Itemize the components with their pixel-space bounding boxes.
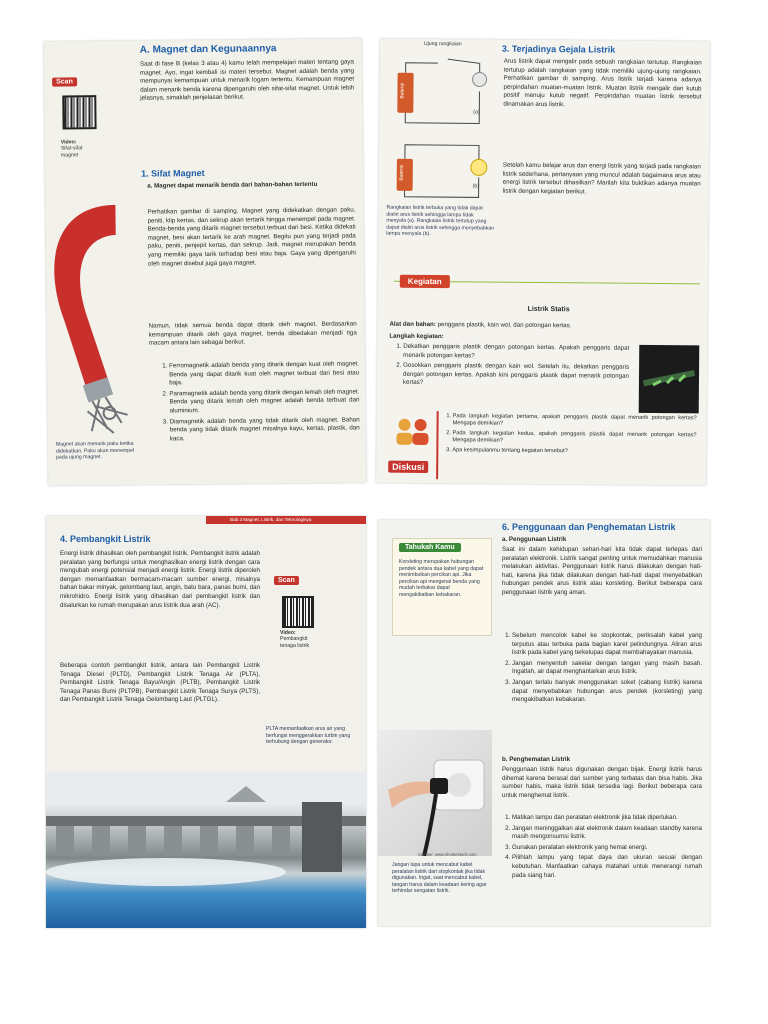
battery-label-a: Baterai xyxy=(399,82,406,99)
magnet-illustration xyxy=(45,201,144,442)
list-item: 1. Dekatkan penggaris plastik dengan potongan kertas. Apakah penggaris dapat menarik potongan kertas? xyxy=(403,343,629,362)
magnet-type-list xyxy=(159,360,360,445)
paragraph-2: Setelah kamu belajar arus dan energi listrik yang terjadi pada rangkaian listrik sederhana, pertanyaan yang muncul adalah bagaimana arus atau energi listrik tersebut dihasilkan? Marilah kita buktikan adanya muatan listrik dengan kegiatan berikut. xyxy=(502,161,701,196)
list-item: 4. Pilihlah lampu yang tepat daya dan ukuran sesuai dengan kebutuhan. Manfaatkan cahaya matahari untuk menerangi rumah pada siang hari. xyxy=(512,854,702,880)
list-item: 3. Diamagnetik adalah benda yang tidak ditarik oleh magnet. Bahan benda yang tidak ditarik magnet misalnya kayu, kertas, plastik, dan kaca. xyxy=(170,416,360,444)
list-b xyxy=(502,814,702,882)
list-item: 1. Sebelum mencolok kabel ke stopkontak, periksalah kabel yang terputus atau terbuka pada bagian karet pelindungnya. Aliran arus listrik pada kabel yang terkelupas dapat membahayakan manusia. xyxy=(512,632,702,658)
tahukah-badge: Tahukah Kamu xyxy=(399,543,461,552)
image-source: Sumber: www.shutterstock.com xyxy=(418,852,477,857)
list-a xyxy=(502,632,702,707)
page-gejala-listrik xyxy=(376,39,710,486)
plug-photo xyxy=(378,730,492,856)
paragraph-2: Namun, tidak semua benda dapat ditarik oleh magnet. Berdasarkan kemampuan ditarik oleh gaya magnet, benda dibedakan menjadi tiga macam antara lain sebagai berikut. xyxy=(148,320,357,347)
list-item: 1. Ferromagnetik adalah benda yang ditarik dengan kuat oleh magnet. Benda yang dapat ditarik kuat oleh magnet terbuat dari besi atau baja. xyxy=(169,360,359,388)
paragraph-1: Arus listrik dapat mengalir pada sebuah rangkaian tertutup. Rangkaian tertutup adalah rangkaian yang tidak memiliki ujung-ujung rangkaian. Perhatikan gambar di samping. Arus listrik terjadi karena adanya perpindahan muatan-muatan listrik. Muatan listrik mengalir dari kutub positif menuju kutub negatif. Perpindahan muatan listrik tersebut dinamakan arus listrik. xyxy=(503,57,702,109)
paragraph-2: Beberapa contoh pembangkit listrik, antara lain Pembangkit Listrik Tenaga Diesel (PLTD), Pembangkit Listrik Tenaga Air (PLTA), Pembangkit Listrik Tenaga Bayu/Angin (PLTB), Pembangkit Listrik Tenaga Panas Bumi (PLTPB), Pembangkit Listrik Tenaga Surya (PLTS), dan Pembangkit Listrik Tenaga Gelombang Laut (PLTGL). xyxy=(60,662,260,704)
list-item: 2. Pada langkah kegiatan kedua, apakah penggaris plastik dapat menarik potongan kertas? Mengapa demikian? xyxy=(452,430,696,447)
section-heading-pembangkit: 4. Pembangkit Listrik xyxy=(60,534,151,544)
video-caption: Sifat-sifat magnet xyxy=(60,145,83,159)
page-penggunaan-listrik xyxy=(378,520,710,926)
steps-label: Langkah kegiatan: xyxy=(389,332,444,341)
scan-badge: Scan xyxy=(52,77,77,86)
steps-list xyxy=(393,343,629,392)
list-item: 1. Pada langkah kegiatan pertama, apakah penggaris plastik dapat menarik potongan kertas? Mengapa demikian? xyxy=(453,413,697,430)
video-label: Video: xyxy=(280,630,296,636)
chapter-header-strip: Bab 3 Magnet, Listrik, dan Teknologinya xyxy=(206,516,366,524)
qr-code-icon[interactable] xyxy=(62,95,96,129)
label-a: (a) xyxy=(473,109,480,116)
plta-caption: PLTA memanfaatkan arus air yang berfungsi menggerakkan turbin yang terhubung dengan generator. xyxy=(266,726,351,746)
materials-line xyxy=(389,321,703,332)
qr-code-icon[interactable] xyxy=(282,596,314,628)
label-b: (b) xyxy=(472,183,480,190)
list-item: 3. Apa kesimpulanmu tentang kegiatan tersebut? xyxy=(452,447,696,457)
subheading-a: a. Penggunaan Listrik xyxy=(502,536,567,543)
discussion-box xyxy=(436,411,701,481)
paragraph-a: Saat ini dalam kehidupan sehari-hari kita tidak dapat terlepas dari peralatan elektronik. Listrik sangat penting untuk memudahkan manusia melakukan aktivitas. Penggunaan listrik harus dilakukan dengan hati-hati, karena jika tidak dilakukan dengan hati-hati dapat menyebabkan hubungan pendek arus listrik atau korsleting. Berikut beberapa cara penggunaan listrik yang aman. xyxy=(502,546,702,596)
materials-text: penggaris plastik, kain wol, dan potongan kertas. xyxy=(437,321,572,330)
list-item: 2. Gosokkan penggaris plastik dengan kain wol. Setelah itu, dekatkan penggaris dengan potongan kertas. Apakah kini penggaris plastik dapat menarik potongan kertas? xyxy=(403,362,629,390)
subheading-sifat-magnet: 1. Sifat Magnet xyxy=(141,167,205,179)
point-a: a. Magnet dapat menarik benda dari bahan-bahan tertentu xyxy=(147,180,318,190)
activity-photo xyxy=(639,345,700,414)
video-caption: Pembangkit tenaga listrik xyxy=(280,636,310,649)
video-label: Video: xyxy=(60,139,77,146)
section-heading-gejala: 3. Terjadinya Gejala Listrik xyxy=(501,43,616,55)
list-item: 2. Paramagnetik adalah benda yang ditarik dengan lemah oleh magnet. Benda yang ditarik lemah oleh magnet adalah benda terbuat dari aluminium. xyxy=(169,388,359,416)
diskusi-icon xyxy=(392,415,434,447)
section-heading-penggunaan: 6. Penggunaan dan Penghematan Listrik xyxy=(502,522,676,532)
page-magnet xyxy=(44,38,367,485)
list-item: 2. Jangan menyentuh sakelar dengan tangan yang masih basah. Ingatlah, air dapat menghantarkan arus listrik. xyxy=(512,660,702,677)
dam-photo xyxy=(46,772,366,928)
diskusi-badge: Diskusi xyxy=(388,461,428,473)
battery-label-b: Baterai xyxy=(398,164,405,181)
kegiatan-badge: Kegiatan xyxy=(400,275,450,288)
materials-label: Alat dan bahan: xyxy=(389,320,436,329)
page-pembangkit-listrik xyxy=(46,516,366,928)
paragraph-1: Energi listrik dihasilkan oleh pembangkit listrik. Pembangkit listrik adalah peralatan yang berfungsi untuk menghasilkan energi listrik dengan cara mengubah energi potensial menjadi energi listrik. Energi listrik diperoleh dengan memanfaatkan bermacam-macam sumber energi, misalnya bahan bakar minyak, gelombang laut, angin, batu bara, panas bumi, dan mikrohidro. Energi listrik yang dihasilkan dari pembangkit listrik dan disalurkan ke rumah merupakan arus listrik dua arah (AC). xyxy=(60,550,260,609)
tahukah-box xyxy=(392,538,492,636)
circuit-end-label: Ujung rangkaian xyxy=(423,40,462,48)
magnet-caption: Magnet akan menarik paku ketika didekatkan. Paku akan menempel pada ujung magnet. xyxy=(55,440,135,461)
list-item: 2. Jangan meninggalkan alat elektronik dalam keadaan standby karena masih mengonsumsi listrik. xyxy=(512,825,702,842)
intro-paragraph: Saat di fase B (kelas 3 atau 4) kamu telah mempelajari materi tentang gaya magnet. Ayo, ingat kembali isi materi tersebut. Magnet adalah benda yang mempunyai kemampuan untuk menarik logam tertentu. Kemampuan magnet dalam menarik benda karena dipengaruhi oleh sifat-sifat magnet. Untuk lebih jelasnya, simaklah penjelasan berikut. xyxy=(139,58,355,103)
list-item: 3. Gunakan peralatan elektronik yang hemat energi. xyxy=(512,844,702,853)
paragraph-b: Penggunaan listrik harus digunakan dengan bijak. Energi listrik harus dihemat karena berasal dari sumber yang terbatas dan bisa habis. Jika sumber habis, maka listrik tidak tersedia lagi. Berikut beberapa cara untuk menghemat listrik. xyxy=(502,766,702,799)
section-heading-magnet: A. Magnet dan Kegunaannya xyxy=(139,43,277,56)
paragraph-1: Perhatikan gambar di samping. Magnet yang didekatkan dengan paku, peniti, klip kertas, dan sekrup akan tertarik hingga menempel pada magnet. Benda-benda yang ditarik magnet tersebut terbuat dari besi. Ketika didekati magnet, besi akan tertarik ke arah magnet. Begitu pun yang terjadi pada paku, peniti, penjepit kertas, dan sekrup. Jadi, magnet merupakan benda yang memiliki gaya tarik terhadap besi atau baja. Gaya yang dipengaruhi oleh magnet disebut juga gaya magnet. xyxy=(147,206,356,268)
circuit-caption: Rangkaian listrik terbuka yang tidak dapat dialiri arus listrik sehingga lampu tidak menyala (a). Rangkaian listrik tertutup yang dapat dialiri arus listrik sehingga menyebabkan lampu menyala (b). xyxy=(386,204,495,238)
scan-badge: Scan xyxy=(274,576,299,585)
list-item: 1. Matikan lampu dan peralatan elektronik jika tidak diperlukan. xyxy=(512,814,702,823)
plug-caption: Jangan lupa untuk mencabut kabel peralatan listrik dari stopkontak jika tidak digunakan. Ingat, saat mencabut kabel, tangan harus dalam keadaan kering agar terhindar sengatan listrik. xyxy=(392,862,487,895)
activity-title: Listrik Statis xyxy=(527,305,570,314)
tahukah-text: Korsleting merupakan hubungan pendek antara dua kabel yang dapat menimbulkan percikan api. Jika percikan api mengenai benda yang mudah terbakar dapat mengakibatkan kebakaran. xyxy=(399,559,484,598)
subheading-b: b. Penghematan Listrik xyxy=(502,756,571,763)
list-item: 3. Jangan terlalu banyak menggunakan soket (cabang listrik) karena dapat menyebabkan hubungan arus pendek (korsleting) yang mengakibatkan kebakaran. xyxy=(512,679,702,705)
